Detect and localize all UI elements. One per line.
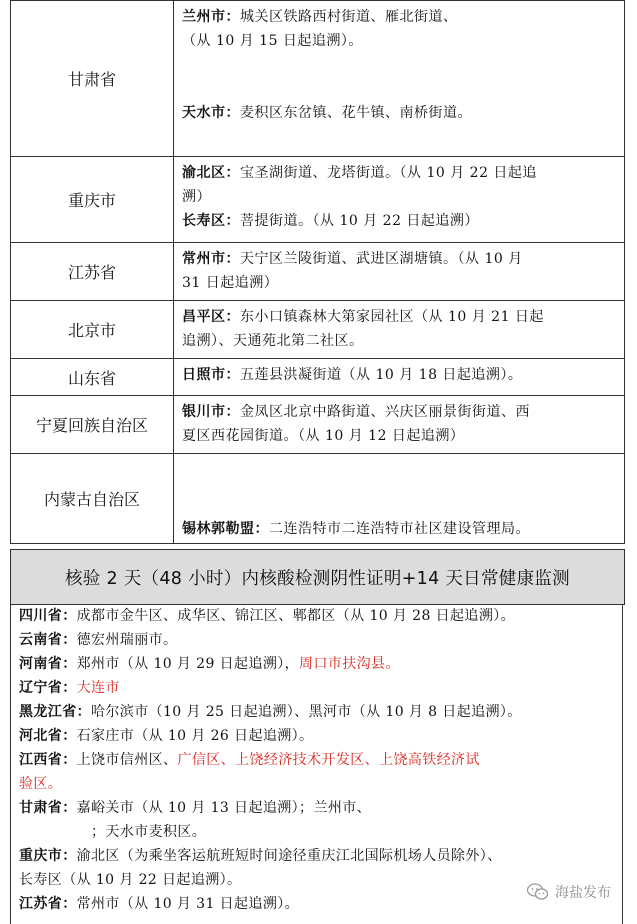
regions-table: [10, 0, 625, 544]
list-text: 渝北区（为乘坐客运航班短时间途径重庆江北国际机场人员除外）、: [76, 848, 502, 864]
city-label: 昌平区：: [182, 309, 240, 325]
section-heading: 核验 2 天（48 小时）内核酸检测阴性证明+14 天日常健康监测: [10, 549, 625, 605]
list-text: 大连市: [76, 680, 120, 696]
city-label: 天水市：: [182, 105, 240, 121]
list-item: [19, 628, 622, 652]
detail-line: [182, 271, 618, 295]
detail-line: [182, 517, 618, 541]
city-label: 渝北区：: [182, 165, 240, 181]
detail-text: 五莲县洪凝街道（从 10 月 18 日起追溯）。: [240, 367, 523, 383]
list-item: [19, 748, 622, 772]
province-label: 辽宁省：: [19, 680, 77, 696]
detail-text: （从 10 月 15 日起追溯）。: [182, 33, 363, 49]
region-row: [11, 243, 625, 301]
detail-text: 夏区西花园街道。（从 10 月 12 日起追溯）: [182, 428, 465, 444]
region-row: [11, 359, 625, 396]
list-text: 石家庄市（从 10 月 26 日起追溯）。: [76, 728, 314, 744]
region-list: [10, 604, 623, 924]
province-label: 江苏省：: [19, 896, 77, 912]
list-item: [19, 772, 622, 796]
province-label: 河南省：: [19, 656, 77, 672]
list-text: 广信区、上饶经济技术开发区、上饶高铁经济试: [177, 752, 480, 768]
city-label: 银川市：: [182, 404, 240, 420]
detail-line: [182, 101, 618, 125]
detail-line: [182, 424, 618, 448]
detail-line: [182, 161, 618, 185]
list-text: 成都市金牛区、成华区、锦江区、郫都区（从 10 月 28 日起追溯）。: [76, 608, 516, 624]
list-text: 嘉峪关市（从 10 月 13 日起追溯）；兰州市、: [76, 800, 372, 816]
region-row: [11, 301, 625, 359]
detail-line: [182, 5, 618, 29]
region-detail: [174, 396, 625, 454]
province-name: 江苏省: [11, 243, 174, 301]
province-name: 甘肃省: [11, 1, 174, 157]
province-label: 四川省：: [19, 608, 77, 624]
region-detail: [174, 301, 625, 359]
region-row: [11, 454, 625, 544]
list-text: 常州市（从 10 月 31 日起追溯）。: [76, 896, 300, 912]
detail-text: 追溯）、天通苑北第二社区。: [182, 333, 364, 349]
province-label: 重庆市：: [19, 848, 77, 864]
detail-line: [182, 53, 618, 77]
region-row: [11, 157, 625, 243]
detail-line: [182, 77, 618, 101]
detail-line: [182, 493, 618, 517]
detail-line: [182, 305, 618, 329]
detail-text: 城关区铁路西村街道、雁北街道、: [240, 9, 458, 25]
list-text: 上饶市信州区、: [76, 752, 178, 768]
document-page: [10, 0, 625, 924]
detail-text: 31 日起追溯）: [182, 275, 279, 291]
list-text: 哈尔滨市（10 月 25 日起追溯）、黑河市（从 10 月 8 日起追溯）。: [91, 704, 522, 720]
province-label: 甘肃省：: [19, 800, 77, 816]
region-detail: [174, 1, 625, 157]
watermark-text: 海盐发布: [555, 885, 611, 901]
detail-text: 天宁区兰陵街道、武进区湖塘镇。（从 10 月: [240, 251, 523, 267]
province-label: 黑龙江省：: [19, 704, 91, 720]
province-label: 河北省：: [19, 728, 77, 744]
city-label: 兰州市：: [182, 9, 240, 25]
list-text: 郑州市（从 10 月 29 日起追溯），: [76, 656, 300, 672]
detail-text: 麦积区东岔镇、花牛镇、南桥街道。: [240, 105, 472, 121]
list-item: [19, 604, 622, 628]
detail-line: [182, 247, 618, 271]
detail-line: [182, 363, 618, 387]
detail-text: 金凤区北京中路街道、兴庆区丽景街街道、西: [240, 404, 530, 420]
list-item: [19, 820, 622, 844]
detail-line: [182, 400, 618, 424]
region-detail: [174, 359, 625, 396]
detail-line: [182, 329, 618, 353]
city-label: 日照市：: [182, 367, 240, 383]
list-item: [19, 652, 622, 676]
detail-line: [182, 209, 618, 233]
detail-line: [182, 185, 618, 209]
city-label: 锡林郭勒盟：: [182, 521, 269, 537]
province-label: 云南省：: [19, 632, 77, 648]
province-label: 江西省：: [19, 752, 77, 768]
list-text: ；天水市麦积区。: [19, 824, 207, 840]
list-text: 验区。: [19, 776, 63, 792]
list-text: 周口市扶沟县。: [299, 656, 400, 672]
region-detail: [174, 243, 625, 301]
detail-text: 菩提街道。（从 10 月 22 日起追溯）: [240, 213, 479, 229]
province-name: 山东省: [11, 359, 174, 396]
list-text: 德宏州瑞丽市。: [76, 632, 178, 648]
city-label: 长寿区：: [182, 213, 240, 229]
city-label: 常州市：: [182, 251, 240, 267]
detail-text: 宝圣湖街道、龙塔街道。（从 10 月 22 日起追: [240, 165, 537, 181]
list-item: [19, 676, 622, 700]
province-name: 内蒙古自治区: [11, 454, 174, 544]
region-row: [11, 1, 625, 157]
list-text: 长寿区（从 10 月 22 日起追溯）。: [19, 872, 242, 888]
region-row: [11, 396, 625, 454]
watermark: [527, 882, 611, 902]
list-item: [19, 844, 622, 868]
wechat-icon: [527, 883, 549, 901]
detail-text: 溯）: [182, 189, 211, 205]
list-item: [19, 724, 622, 748]
province-name: 北京市: [11, 301, 174, 359]
detail-text: 东小口镇森林大第家园社区（从 10 月 21 日起: [240, 309, 544, 325]
detail-line: [182, 29, 618, 53]
province-name: 宁夏回族自治区: [11, 396, 174, 454]
region-detail: [174, 157, 625, 243]
province-name: 重庆市: [11, 157, 174, 243]
list-item: [19, 700, 622, 724]
detail-text: 二连浩特市二连浩特市社区建设管理局。: [269, 521, 530, 537]
list-item: [19, 796, 622, 820]
region-detail: [174, 454, 625, 544]
detail-line: [182, 469, 618, 493]
